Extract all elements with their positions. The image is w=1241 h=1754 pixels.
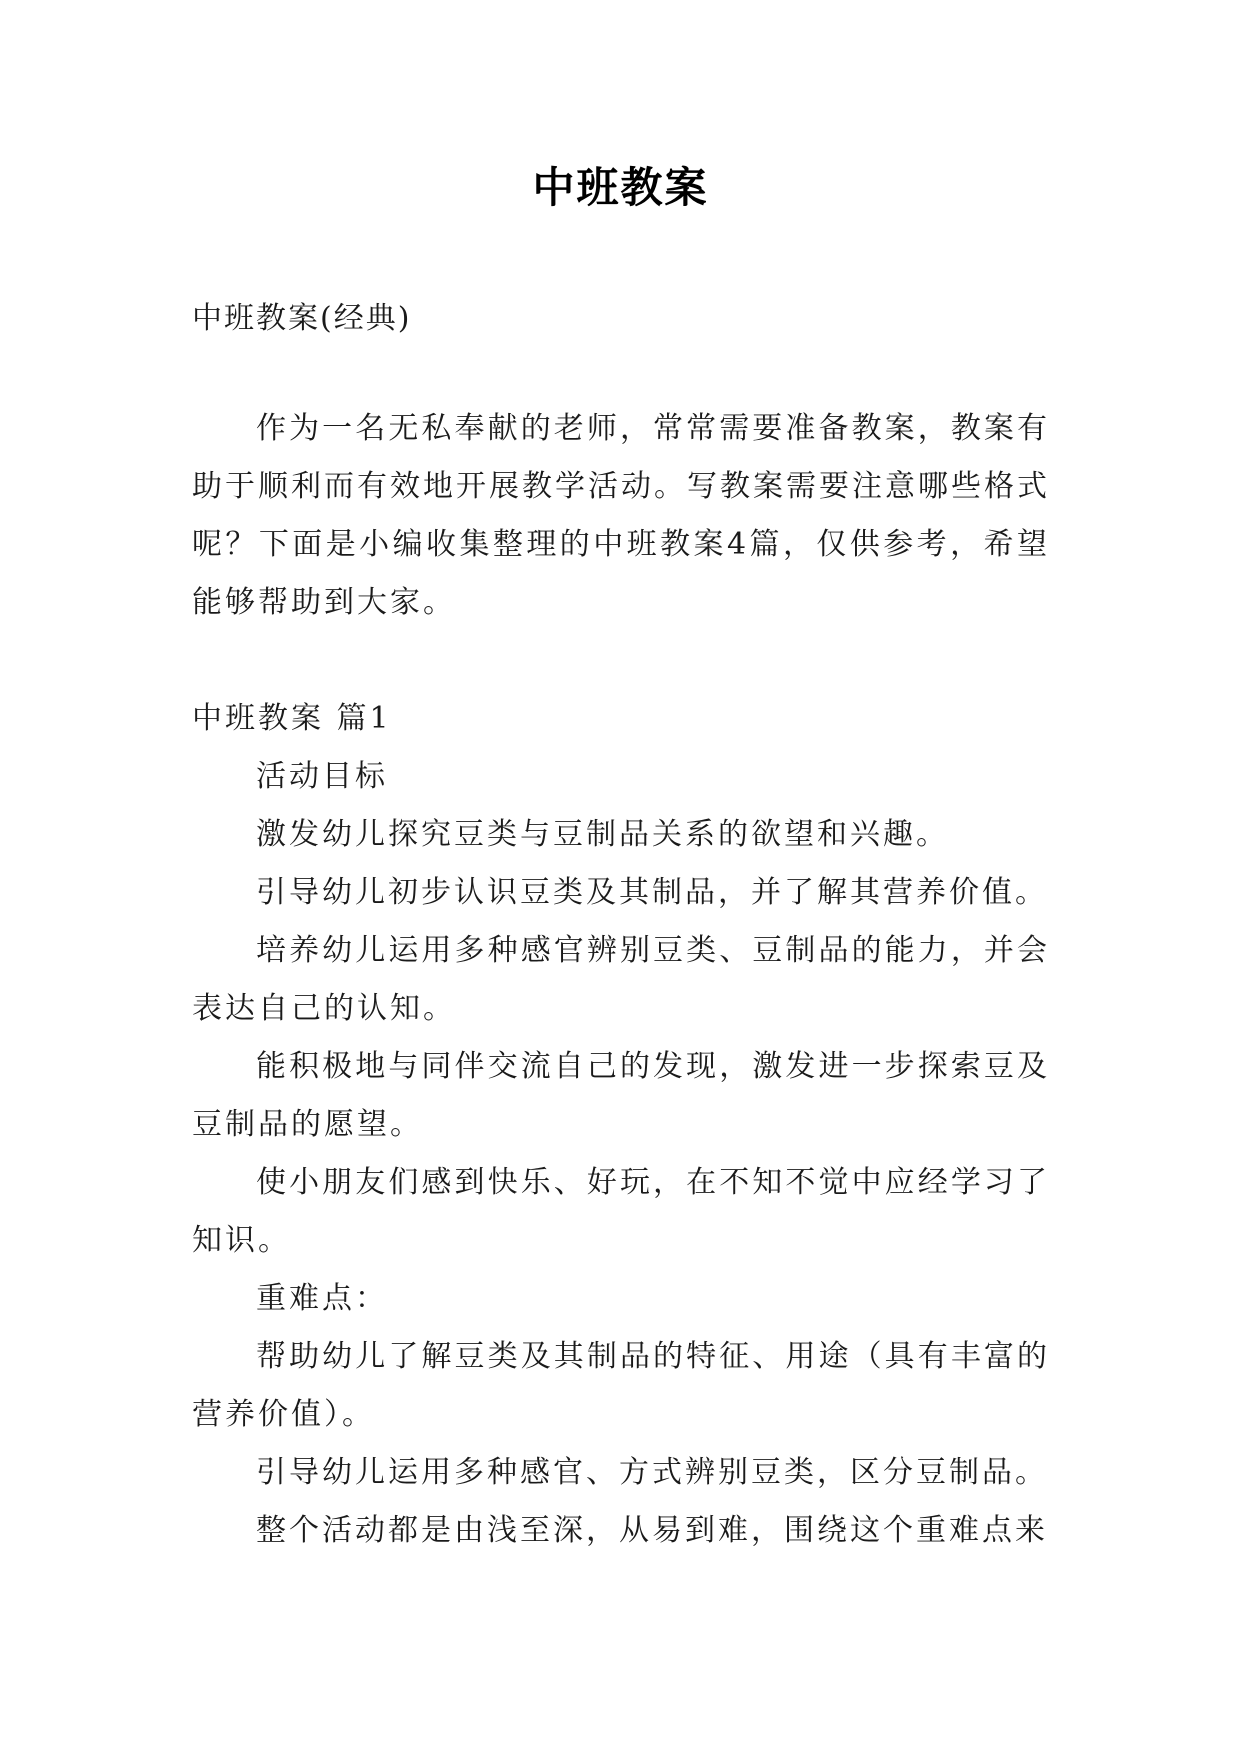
intro-block (192, 400, 1050, 632)
section-1 (192, 690, 1050, 1560)
paragraph-key-points-heading: 重难点： (256, 1281, 388, 1316)
intro-paragraph: 作为一名无私奉献的老师，常常需要准备教案，教案有助于顺利而有效地开展教学活动。写教案需要注意哪些格式呢？下面是小编收集整理的中班教案4篇，仅供参考，希望能够帮助到大家。 (192, 411, 1050, 620)
paragraph-goal-3: 培养幼儿运用多种感官辨别豆类、豆制品的能力，并会表达自己的认知。 (192, 933, 1050, 1026)
paragraph-activity-goals-heading: 活动目标 (256, 759, 388, 794)
paragraph-goal-2: 引导幼儿初步认识豆类及其制品，并了解其营养价值。 (256, 875, 1048, 910)
paragraph-key-point-1: 帮助幼儿了解豆类及其制品的特征、用途（具有丰富的营养价值）。 (192, 1339, 1050, 1432)
paragraph-key-point-2: 引导幼儿运用多种感官、方式辨别豆类，区分豆制品。 (256, 1455, 1048, 1490)
section-heading: 中班教案 篇1 (192, 701, 392, 736)
document-subtitle: 中班教案(经典) (192, 301, 412, 336)
paragraph-goal-5: 使小朋友们感到快乐、好玩，在不知不觉中应经学习了知识。 (192, 1165, 1050, 1258)
document-title: 中班教案 (532, 163, 709, 212)
paragraph-key-point-3: 整个活动都是由浅至深，从易到难，围绕这个重难点来 (256, 1513, 1048, 1548)
paragraph-goal-1: 激发幼儿探究豆类与豆制品关系的欲望和兴趣。 (256, 817, 949, 852)
paragraph-goal-4: 能积极地与同伴交流自己的发现，激发进一步探索豆及豆制品的愿望。 (192, 1049, 1050, 1142)
